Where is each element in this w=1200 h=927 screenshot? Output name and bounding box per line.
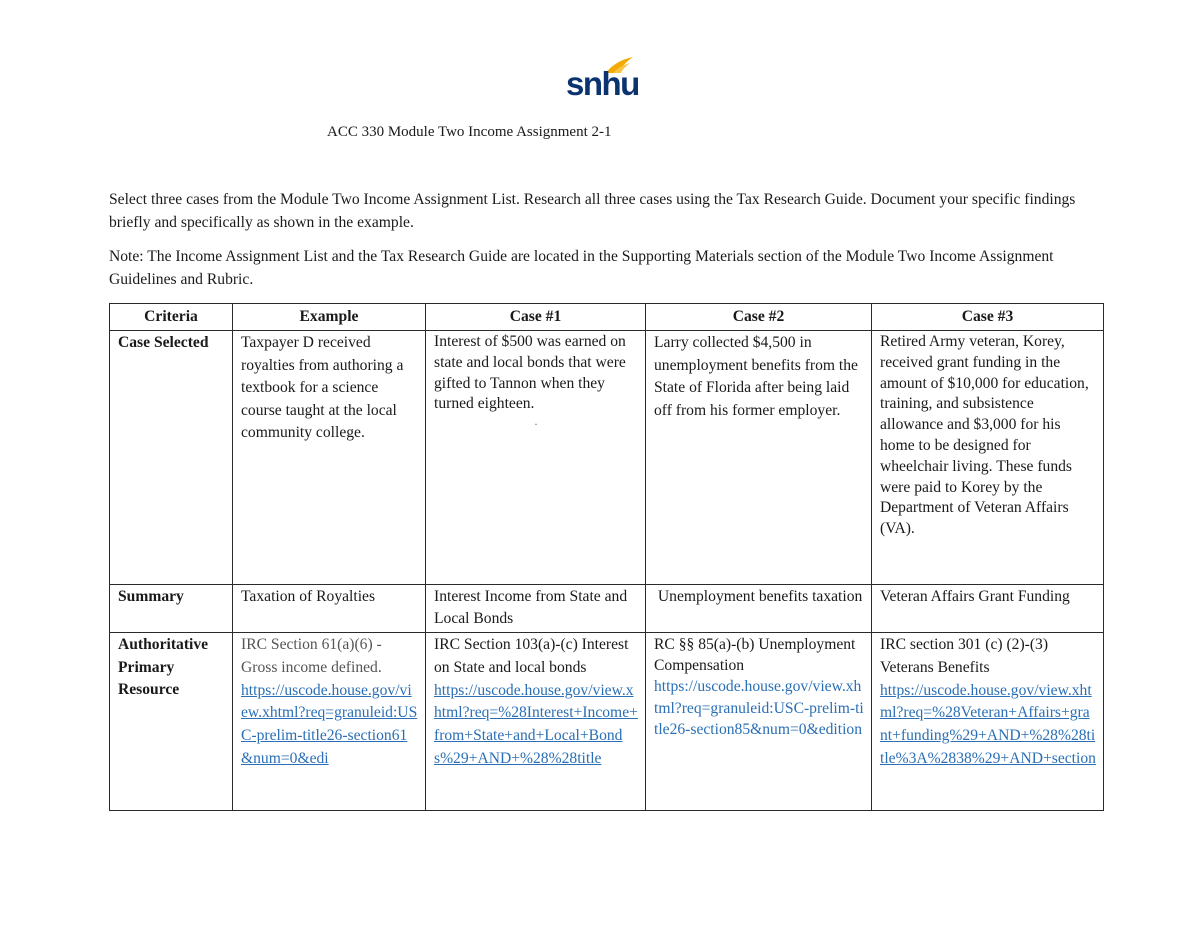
note-paragraph: Note: The Income Assignment List and the Tax Research Guide are located in the Supporting Materials section of the Module Two Income Assignment Guidelines and Rubric.: [109, 248, 1054, 288]
logo-text: snhu: [566, 65, 639, 102]
header-case-3: Case #3: [872, 304, 1104, 331]
cell-case2-case: [646, 331, 872, 585]
case2-resource-text: RC §§ 85(a)-(b) Unemployment Compensation: [654, 636, 856, 675]
case3-resource-text: IRC section 301 (c) (2)-(3) Veterans Benefits: [880, 636, 1049, 676]
row-label-summary: Summary: [110, 585, 233, 633]
cell-case1-authoritative: [426, 633, 646, 811]
case3-case-text: Retired Army veteran, Korey, received grant funding in the amount of $10,000 for education, training, and subsistence allowance and $3,000 for his home to be designed for wheelchair living. These funds were paid to Korey by the Department of Veteran Affairs (VA).: [880, 333, 1089, 538]
case1-resource-link[interactable]: https://uscode.house.gov/view.xhtml?req=%28Interest+Income+from+State+and+Local+Bonds%29+AND+%28%28title: [434, 681, 638, 767]
table-row-case-selected: [110, 331, 1104, 585]
header-example: Example: [233, 304, 426, 331]
case1-resource-text: IRC Section 103(a)-(c) Interest on State and local bonds: [434, 636, 629, 676]
table-row-authoritative: [110, 633, 1104, 811]
cell-case2-authoritative: [646, 633, 872, 811]
example-case-text: Taxpayer D received royalties from authoring a textbook for a science course taught at the local community college.: [241, 334, 404, 441]
snhu-logo: [562, 56, 639, 104]
case2-case-text: Larry collected $4,500 in unemployment benefits from the State of Florida after being laid off from his former employer.: [654, 334, 858, 419]
example-resource-link[interactable]: https://uscode.house.gov/view.xhtml?req=granuleid:USC-prelim-title26-section61&num=0&edi: [241, 681, 418, 767]
cell-example-case: [233, 331, 426, 585]
table-header-row: [110, 304, 1104, 331]
case2-resource-link[interactable]: https://uscode.house.gov/view.xhtml?req=granuleid:USC-prelim-title26-section85&num=0&edition: [654, 678, 864, 738]
cell-case2-summary: Unemployment benefits taxation: [646, 585, 872, 633]
case1-case-text: Interest of $500 was earned on state and local bonds that were gifted to Tannon when they turned eighteen.: [434, 333, 626, 413]
cell-case3-summary: Veteran Affairs Grant Funding: [872, 585, 1104, 633]
document-title: ACC 330 Module Two Income Assignment 2-1: [327, 124, 612, 140]
header-case-2: Case #2: [646, 304, 872, 331]
cell-example-authoritative: [233, 633, 426, 811]
table-row-summary: [110, 585, 1104, 633]
research-table: [109, 303, 1104, 811]
row-label-case-selected: Case Selected: [110, 331, 233, 585]
case3-resource-link[interactable]: https://uscode.house.gov/view.xhtml?req=%28Veteran+Affairs+grant+funding%29+AND+%28%28title%3A%2838%29+AND+section: [880, 681, 1096, 767]
cell-case3-case: [872, 331, 1104, 585]
header-criteria: Criteria: [110, 304, 233, 331]
cell-example-summary: Taxation of Royalties: [233, 585, 426, 633]
example-resource-text: IRC Section 61(a)(6) - Gross income defined.: [241, 636, 382, 676]
cell-case1-summary: Interest Income from State and Local Bonds: [426, 585, 646, 633]
case1-dot-mark: .: [534, 414, 538, 429]
instructions-paragraph: Select three cases from the Module Two Income Assignment List. Research all three cases using the Tax Research Guide. Document your specific findings briefly and specifically as shown in the example.: [109, 191, 1076, 231]
header-case-1: Case #1: [426, 304, 646, 331]
cell-case3-authoritative: [872, 633, 1104, 811]
row-label-authoritative: Authoritative Primary Resource: [110, 633, 233, 811]
cell-case1-case: [426, 331, 646, 585]
